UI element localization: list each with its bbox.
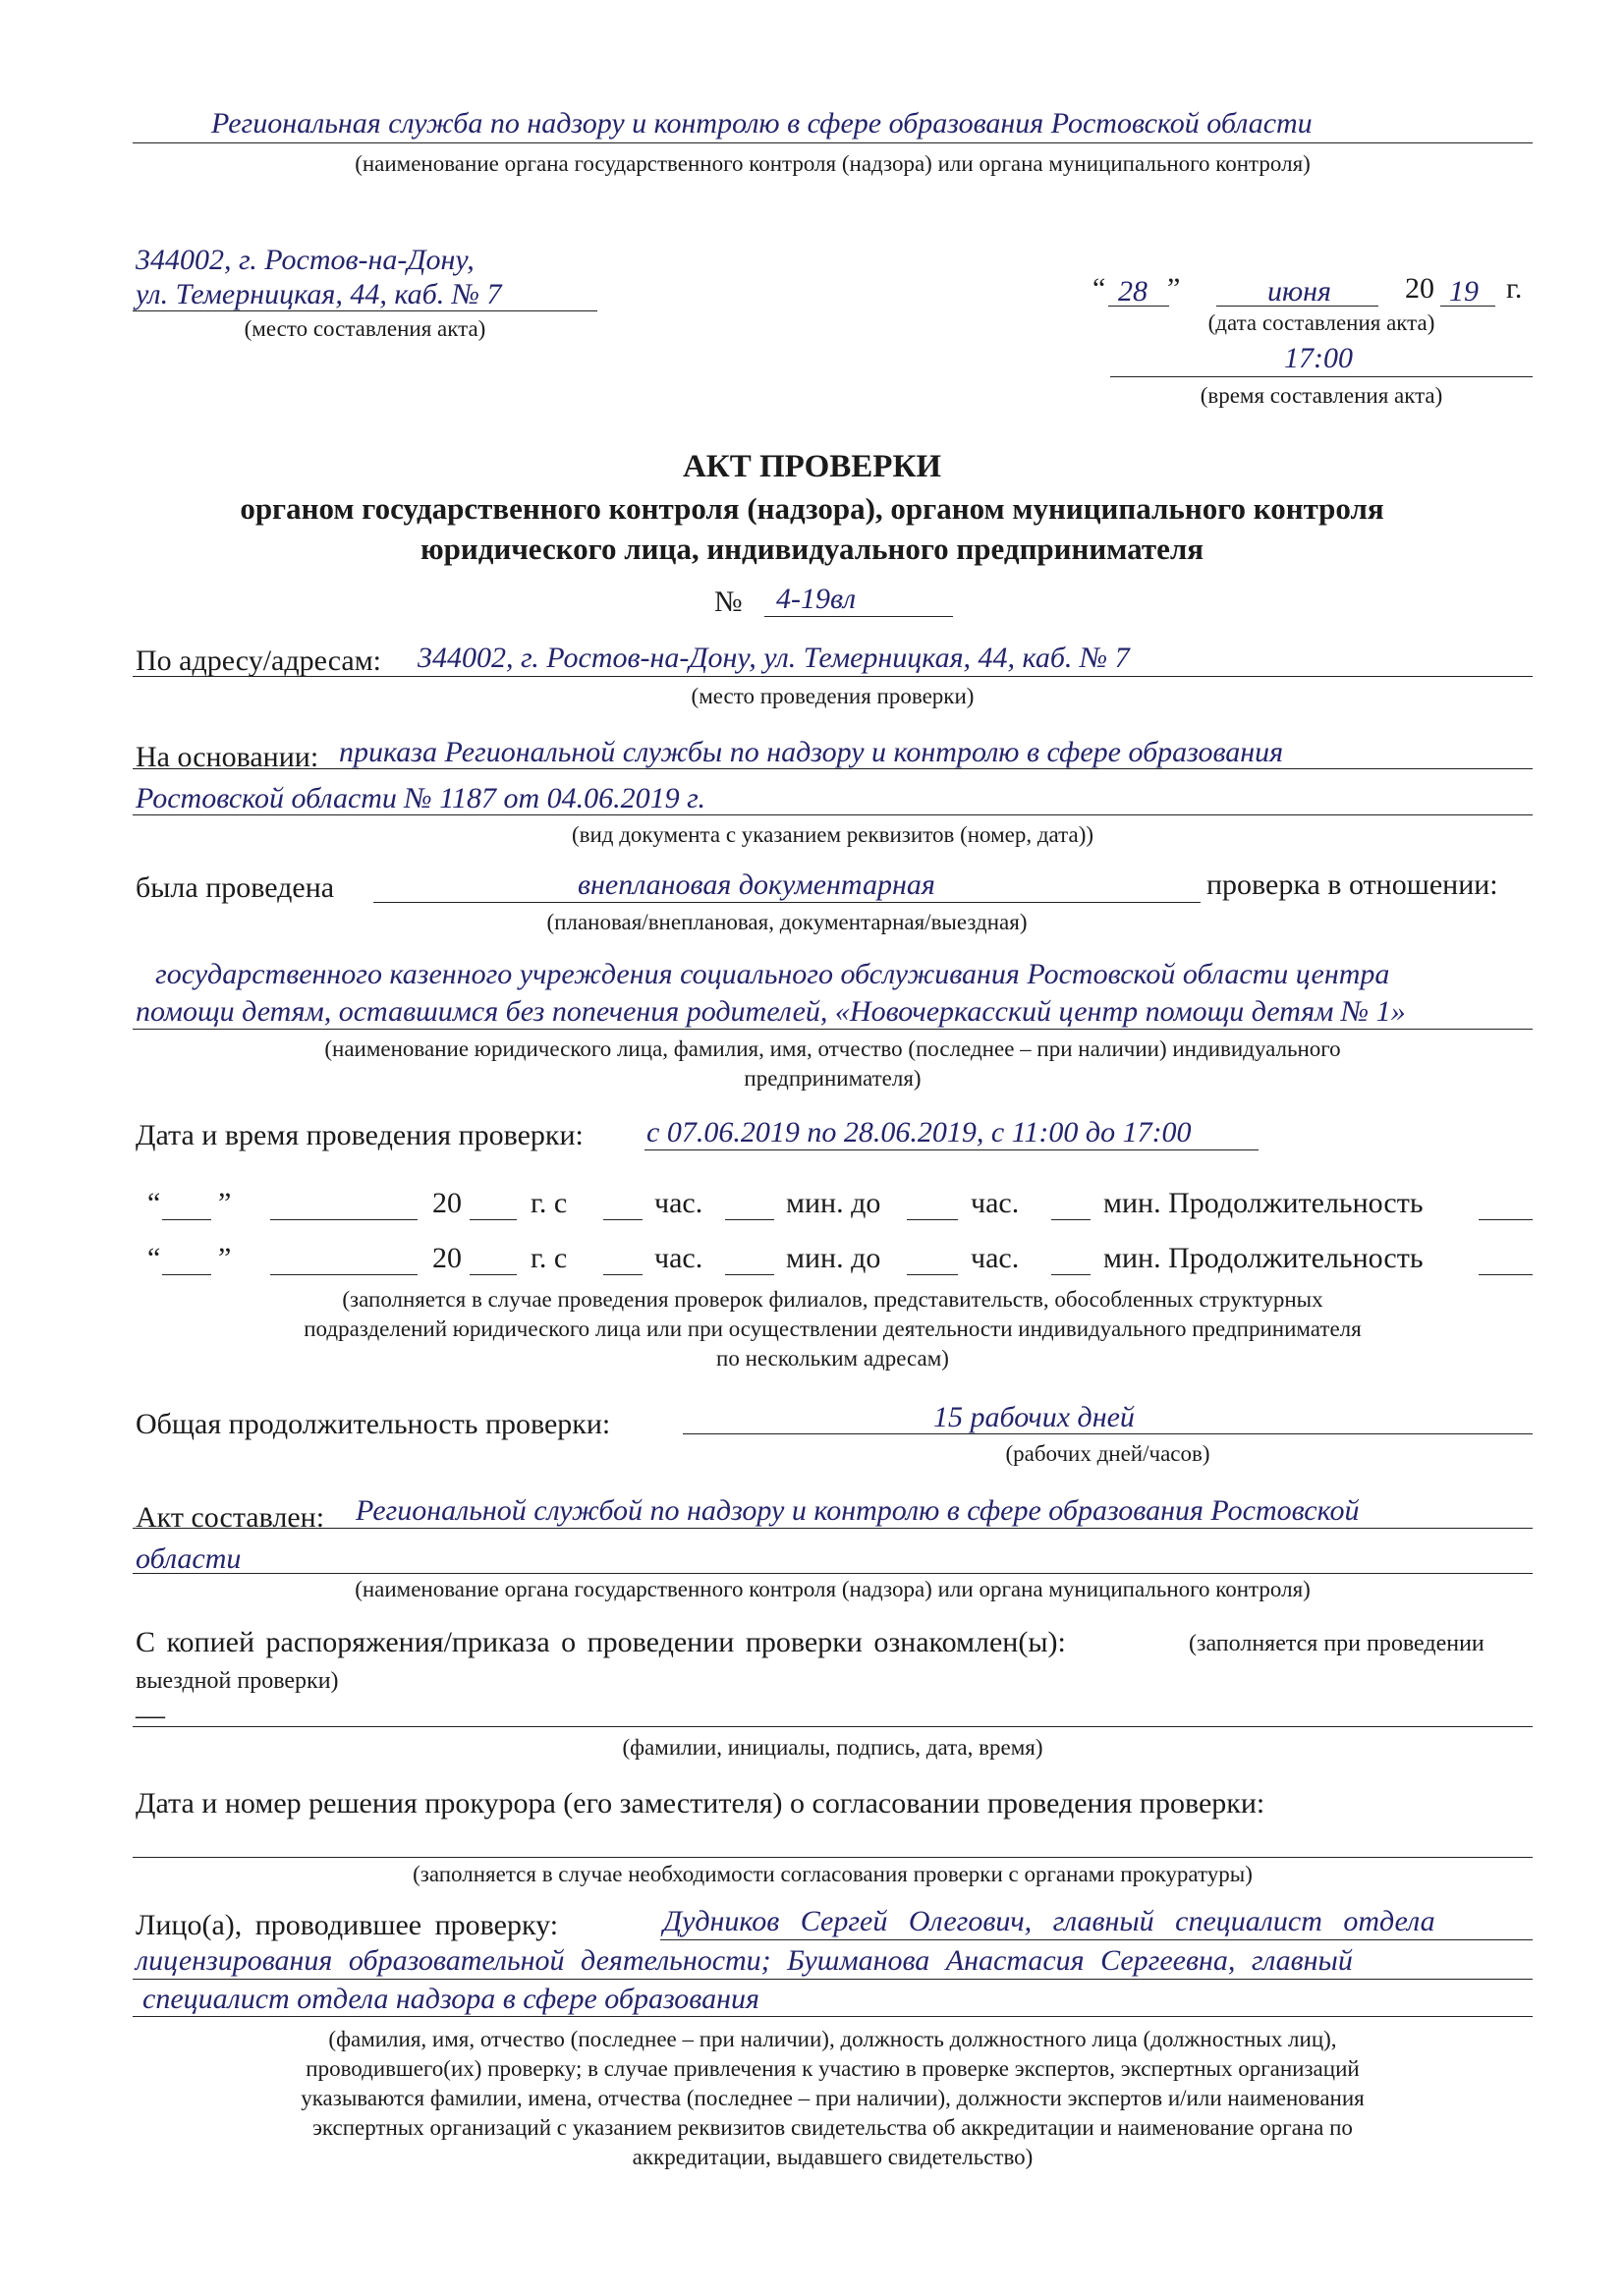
basis-value-1: приказа Региональной службы по надзору и контролю в сфере образования	[339, 736, 1284, 768]
compiled-value-1: Региональной службой по надзору и контролю в сфере образования Ростовской	[356, 1494, 1360, 1527]
address-label: По адресу/адресам:	[136, 644, 382, 677]
entity-underline	[133, 1029, 1533, 1030]
row1-g-label: г. с	[531, 1187, 568, 1219]
entity-caption-1: (наименование юридического лица, фамилия, имя, отчество (последнее – при наличии) индивидуального	[324, 1036, 1341, 1061]
date-month: июня	[1267, 275, 1331, 308]
row1-duration-blank[interactable]	[1479, 1219, 1533, 1220]
row1-month-blank[interactable]	[270, 1219, 418, 1220]
datetime-label: Дата и время проведения проверки:	[136, 1119, 584, 1151]
conducted-suffix: проверка в отношении:	[1206, 868, 1498, 901]
row1-hour2-label: час.	[971, 1187, 1020, 1219]
place-caption: (место составления акта)	[244, 316, 486, 341]
row2-g-label: г. с	[531, 1242, 568, 1274]
row1-hour-from-blank[interactable]	[603, 1219, 643, 1220]
prosecutor-caption: (заполняется в случае необходимости согласования проверки с органами прокуратуры)	[413, 1862, 1253, 1886]
inspector-underline-2	[133, 1979, 1533, 1980]
copy-label: С копией распоряжения/приказа о проведении проверки ознакомлен(ы):	[136, 1626, 1066, 1658]
row1-year-blank[interactable]	[470, 1219, 517, 1220]
copy-note-1: (заполняется при проведении	[1189, 1631, 1484, 1656]
date-year-suffix: 19	[1449, 275, 1479, 308]
basis-label: На основании:	[136, 741, 319, 773]
document-title: АКТ ПРОВЕРКИ	[682, 449, 942, 484]
inspector-caption-1: (фамилия, имя, отчество (последнее – при наличии), должность должностного лица (должностных лиц),	[328, 2027, 1337, 2051]
time-underline	[1110, 376, 1533, 377]
row1-hour-label: час.	[654, 1187, 703, 1219]
inspector-caption-5: аккредитации, выдавшего свидетельство)	[632, 2145, 1034, 2169]
total-duration-caption: (рабочих дней/часов)	[1005, 1441, 1210, 1466]
row2-year-blank[interactable]	[470, 1274, 517, 1275]
date-caption: (дата составления акта)	[1207, 310, 1435, 335]
copy-note-2: выездной проверки)	[136, 1668, 339, 1694]
row1-hour-to-blank[interactable]	[907, 1219, 958, 1220]
row2-quote-open: “	[147, 1242, 161, 1274]
prosecutor-underline	[133, 1857, 1533, 1858]
org-name: Региональная служба по надзору и контролю в сфере образования Ростовской области	[211, 107, 1313, 140]
row2-hour2-label: час.	[971, 1242, 1020, 1274]
row2-quote-close: ”	[218, 1242, 232, 1274]
date-year-prefix: 20	[1405, 272, 1434, 305]
basis-underline-1	[133, 768, 1533, 769]
row2-min-from-blank[interactable]	[725, 1274, 774, 1275]
branch-row-2	[0, 1241, 1624, 1280]
inspector-underline-1	[660, 1939, 1533, 1940]
inspector-underline-3	[133, 2016, 1533, 2017]
row1-year-prefix: 20	[432, 1187, 462, 1219]
date-year-underline	[1440, 306, 1495, 307]
entity-line-1: государственного казенного учреждения социального обслуживания Ростовской области центра	[155, 958, 1390, 990]
row2-hour-label: час.	[654, 1242, 703, 1274]
basis-value-2: Ростовской области № 1187 от 04.06.2019 г.	[136, 782, 705, 814]
basis-caption: (вид документа с указанием реквизитов (номер, дата))	[571, 822, 1094, 847]
act-number-underline	[764, 616, 953, 617]
copy-underline	[133, 1726, 1533, 1727]
inspector-caption-4: экспертных организаций с указанием реквизитов свидетельства об аккредитации и наименование органа по	[312, 2115, 1353, 2140]
row2-duration-blank[interactable]	[1479, 1274, 1533, 1275]
compiled-caption: (наименование органа государственного контроля (надзора) или органа муниципального контроля)	[355, 1577, 1311, 1601]
number-label: №	[714, 586, 743, 618]
inspector-line-3: специалист отдела надзора в сфере образования	[142, 1983, 759, 2015]
document-subtitle-1: органом государственного контроля (надзора), органом муниципального контроля	[240, 491, 1384, 526]
date-year-unit: г.	[1506, 272, 1523, 305]
place-line-1: 344002, г. Ростов-на-Дону,	[136, 244, 475, 276]
row2-duration-label: мин. Продолжительность	[1103, 1242, 1424, 1274]
total-duration-underline	[683, 1433, 1533, 1434]
inspector-caption-3: указываются фамилии, имена, отчества (последнее – при наличии), должности экспертов и/или наименования	[301, 2086, 1365, 2110]
row2-day-blank[interactable]	[162, 1274, 211, 1275]
branches-caption-1: (заполняется в случае проведения проверок филиалов, представительств, обособленных структурных	[342, 1287, 1323, 1312]
compiled-value-2: области	[136, 1542, 242, 1575]
place-line-2: ул. Темерницкая, 44, каб. № 7	[136, 278, 502, 310]
basis-underline-2	[133, 814, 1533, 815]
prosecutor-label: Дата и номер решения прокурора (его заместителя) о согласовании проведения проверки:	[136, 1787, 1265, 1820]
time-caption: (время составления акта)	[1200, 383, 1443, 408]
row2-month-blank[interactable]	[270, 1274, 418, 1275]
row1-min-from-blank[interactable]	[725, 1219, 774, 1220]
row2-hour-to-blank[interactable]	[907, 1274, 958, 1275]
date-quote-close: ”	[1167, 272, 1181, 305]
branch-row-1	[0, 1186, 1624, 1225]
total-duration-label: Общая продолжительность проверки:	[136, 1408, 611, 1440]
branches-caption-3: по нескольким адресам)	[716, 1346, 949, 1371]
act-time: 17:00	[1284, 342, 1353, 374]
row1-duration-label: мин. Продолжительность	[1103, 1187, 1424, 1219]
date-day: 28	[1118, 275, 1148, 308]
conducted-underline	[373, 902, 1201, 903]
address-caption: (место проведения проверки)	[691, 684, 975, 708]
copy-value: —	[136, 1699, 165, 1731]
row1-min-to-blank[interactable]	[1051, 1219, 1091, 1220]
conducted-caption: (плановая/внеплановая, документарная/выездная)	[546, 910, 1028, 934]
conducted-label: была проведена	[136, 871, 335, 904]
org-name-underline	[133, 142, 1533, 143]
row2-year-prefix: 20	[432, 1242, 462, 1274]
row1-quote-open: “	[147, 1187, 161, 1219]
row1-quote-close: ”	[218, 1187, 232, 1219]
address-underline	[133, 676, 1533, 677]
document-subtitle-2: юридического лица, индивидуального предпринимателя	[420, 532, 1204, 566]
compiled-underline-2	[133, 1573, 1533, 1574]
datetime-underline	[644, 1149, 1259, 1150]
compiled-underline-1	[133, 1528, 1533, 1529]
date-quote-open: “	[1092, 272, 1106, 305]
entity-caption-2: предпринимателя)	[744, 1066, 922, 1091]
address-value: 344002, г. Ростов-на-Дону, ул. Темерницкая, 44, каб. № 7	[418, 642, 1130, 674]
act-number: 4-19вл	[776, 583, 857, 615]
row2-hour-from-blank[interactable]	[603, 1274, 643, 1275]
org-caption: (наименование органа государственного контроля (надзора) или органа муниципального контроля)	[355, 151, 1311, 176]
date-day-underline	[1108, 306, 1169, 307]
entity-line-2: помощи детям, оставшимся без попечения родителей, «Новочеркасский центр помощи детям № 1»	[136, 995, 1406, 1028]
date-month-underline	[1216, 306, 1378, 307]
place-underline	[133, 310, 597, 311]
row2-min-to-label: мин. до	[786, 1242, 881, 1274]
total-duration-value: 15 рабочих дней	[933, 1401, 1135, 1433]
inspector-line-1: Дудников Сергей Олегович, главный специалист отдела	[663, 1905, 1435, 1937]
inspector-caption-2: проводившего(их) проверку; в случае привлечения к участию в проверке экспертов, экспертных организаций	[306, 2056, 1360, 2081]
row2-min-to-blank[interactable]	[1051, 1274, 1091, 1275]
branches-caption-2: подразделений юридического лица или при осуществлении деятельности индивидуального предпринимателя	[304, 1316, 1362, 1341]
compiled-label: Акт составлен:	[136, 1501, 325, 1534]
row1-min-to-label: мин. до	[786, 1187, 881, 1219]
datetime-value: с 07.06.2019 по 28.06.2019, с 11:00 до 17:00	[646, 1116, 1192, 1148]
inspector-label: Лицо(а), проводившее проверку:	[136, 1909, 559, 1941]
conducted-value: внеплановая документарная	[578, 868, 935, 901]
row1-day-blank[interactable]	[162, 1219, 211, 1220]
copy-caption: (фамилии, инициалы, подпись, дата, время)	[622, 1735, 1043, 1760]
inspector-line-2: лицензирования образовательной деятельности; Бушманова Анастасия Сергеевна, главный	[136, 1944, 1353, 1977]
